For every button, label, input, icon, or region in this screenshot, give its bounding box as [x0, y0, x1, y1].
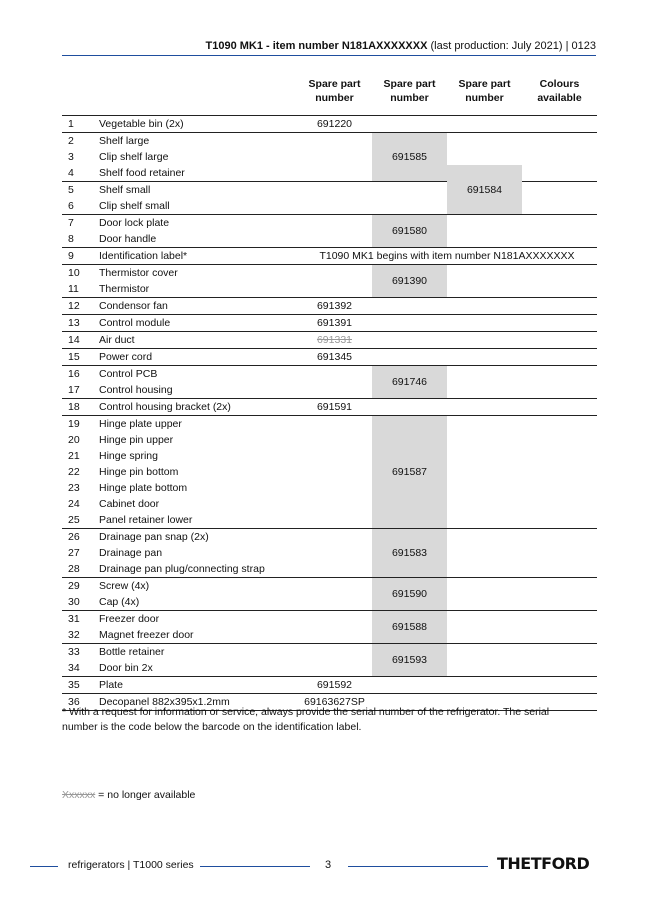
- column-header-description: [92, 75, 297, 116]
- table-row: [62, 480, 597, 496]
- item-number: 7: [62, 215, 92, 232]
- page-number: 3: [325, 859, 332, 871]
- part-code: 691587: [372, 416, 447, 529]
- item-number: 16: [62, 366, 92, 383]
- item-number: 2: [62, 133, 92, 150]
- item-description: Condensor fan: [92, 298, 297, 315]
- table-row: [62, 133, 597, 150]
- table-row: [62, 149, 597, 165]
- item-number: 13: [62, 315, 92, 332]
- part-code: 691585: [372, 133, 447, 182]
- table-row: [62, 448, 597, 464]
- item-number: 4: [68, 167, 74, 179]
- item-description: Panel retainer lower: [99, 514, 193, 526]
- column-header-spare-part-1: Spare part number: [308, 78, 361, 104]
- item-number: 32: [68, 629, 80, 641]
- table-row: [62, 215, 597, 232]
- header-subtitle: (last production: July 2021) | 0123: [427, 40, 596, 52]
- item-number: 15: [62, 349, 92, 366]
- table-row: [62, 578, 597, 595]
- table-row: [62, 298, 597, 315]
- column-header-spare-part-2: Spare part number: [383, 78, 436, 104]
- item-number: 33: [62, 644, 92, 661]
- item-number: 29: [62, 578, 92, 595]
- part-code: 691746: [372, 366, 447, 399]
- part-code: 691588: [372, 611, 447, 644]
- table-row: [62, 248, 597, 265]
- footer-rule-middle-right: [348, 866, 488, 867]
- item-description: Decopanel 882x395x1.2mm: [92, 694, 297, 711]
- item-number: 34: [68, 662, 80, 674]
- item-number: 12: [62, 298, 92, 315]
- table-row: [62, 594, 597, 611]
- item-description: Hinge spring: [99, 450, 158, 462]
- item-description: Shelf large: [92, 133, 297, 150]
- table-row: [62, 496, 597, 512]
- item-description: Power cord: [92, 349, 297, 366]
- page-header: [62, 40, 596, 52]
- table-row: [62, 644, 597, 661]
- item-description: Door lock plate: [92, 215, 297, 232]
- item-number: 24: [68, 498, 80, 510]
- item-description: Plate: [92, 677, 297, 694]
- part-code: 691583: [372, 529, 447, 578]
- item-description: Magnet freezer door: [99, 629, 194, 641]
- item-description: Door handle: [99, 233, 157, 245]
- item-description: Control housing bracket (2x): [92, 399, 297, 416]
- table-row: [62, 231, 597, 248]
- item-number: 27: [68, 547, 80, 559]
- table-row: [62, 315, 597, 332]
- item-number: 17: [68, 384, 80, 396]
- table-row: [62, 677, 597, 694]
- table-row: [62, 349, 597, 366]
- table-row: [62, 611, 597, 628]
- item-number: 28: [68, 563, 80, 575]
- part-code: 691591: [297, 399, 372, 416]
- table-row: [62, 265, 597, 282]
- table-row: [62, 432, 597, 448]
- table-row: [62, 366, 597, 383]
- item-description: Hinge plate upper: [92, 416, 297, 433]
- item-number: 5: [62, 182, 92, 199]
- item-number: 36: [62, 694, 92, 711]
- item-description: Drainage pan: [99, 547, 163, 559]
- column-header-colours: Colours available: [537, 78, 582, 104]
- item-description: Air duct: [92, 332, 297, 349]
- item-description: Drainage pan snap (2x): [92, 529, 297, 546]
- table-row: [62, 529, 597, 546]
- column-header-spare-part-3: Spare part number: [458, 78, 511, 104]
- item-description: Identification label*: [92, 248, 297, 265]
- item-number: 31: [62, 611, 92, 628]
- part-code: 691592: [297, 677, 372, 694]
- item-description: Shelf food retainer: [99, 167, 185, 179]
- part-code: 691391: [297, 315, 372, 332]
- legend-symbol: Xxxxxx: [62, 789, 96, 801]
- table-row: [62, 116, 597, 133]
- item-number: 26: [62, 529, 92, 546]
- spare-parts-table: [62, 75, 597, 711]
- part-code: 691220: [297, 116, 372, 133]
- item-description: Door bin 2x: [99, 662, 153, 674]
- item-description: Freezer door: [92, 611, 297, 628]
- header-rule: [62, 55, 596, 56]
- header-title: T1090 MK1 - item number N181AXXXXXXX: [205, 40, 428, 52]
- part-code: 691390: [372, 265, 447, 298]
- discontinued-legend: [62, 789, 195, 801]
- item-description: Cap (4x): [99, 596, 140, 608]
- item-number: 18: [62, 399, 92, 416]
- item-description: Control housing: [99, 384, 173, 396]
- table-row: [62, 399, 597, 416]
- footer-rule-left: [30, 866, 58, 867]
- column-header-number: [62, 75, 92, 116]
- legend-text: = no longer available: [95, 789, 196, 801]
- thetford-logo: THETFORD: [497, 854, 590, 873]
- part-code: 691593: [372, 644, 447, 677]
- serial-number-footnote: * With a request for information or service, always provide the serial number of the refrigerator. The serial number is the code below the barcode on the identification label.: [62, 706, 550, 733]
- item-number: 35: [62, 677, 92, 694]
- item-description: Clip shelf small: [99, 200, 170, 212]
- item-number: 30: [68, 596, 80, 608]
- table-row: [62, 512, 597, 529]
- part-code: 691590: [372, 578, 447, 611]
- item-number: 14: [62, 332, 92, 349]
- footer-rule-middle-left: [200, 866, 310, 867]
- table-row: [62, 627, 597, 644]
- item-description: Control module: [92, 315, 297, 332]
- part-code-discontinued: 691331: [316, 334, 353, 346]
- item-number: 11: [68, 283, 79, 295]
- part-code: 691392: [297, 298, 372, 315]
- item-number: 6: [68, 200, 74, 212]
- item-number: 10: [62, 265, 92, 282]
- item-description: Vegetable bin (2x): [92, 116, 297, 133]
- table-row: [62, 464, 597, 480]
- table-row: [62, 545, 597, 561]
- table-row: [62, 561, 597, 578]
- item-number: 20: [68, 434, 80, 446]
- item-description: Bottle retainer: [92, 644, 297, 661]
- table-row: [62, 382, 597, 399]
- table-row: [62, 165, 597, 182]
- part-code: 691584: [447, 165, 522, 215]
- table-row: [62, 660, 597, 677]
- table-header-row: [62, 75, 597, 116]
- item-description: Screw (4x): [92, 578, 297, 595]
- item-number: 21: [68, 450, 80, 462]
- item-number: 8: [68, 233, 74, 245]
- table-row: [62, 281, 597, 298]
- table-row: [62, 332, 597, 349]
- item-description: Clip shelf large: [99, 151, 169, 163]
- item-number: 9: [62, 248, 92, 265]
- item-number: 1: [62, 116, 92, 133]
- part-code: 691345: [297, 349, 372, 366]
- item-number: 19: [62, 416, 92, 433]
- footer-series-label: refrigerators | T1000 series: [68, 859, 194, 871]
- item-description: Hinge plate bottom: [99, 482, 188, 494]
- part-code: 69163627SP: [297, 694, 372, 711]
- item-number: 22: [68, 466, 80, 478]
- item-description: Drainage pan plug/connecting strap: [99, 563, 265, 575]
- item-description: Shelf small: [92, 182, 297, 199]
- item-description: Hinge pin upper: [99, 434, 174, 446]
- item-description: Cabinet door: [99, 498, 160, 510]
- item-description: Thermistor cover: [92, 265, 297, 282]
- item-description: Thermistor: [99, 283, 150, 295]
- identification-note: T1090 MK1 begins with item number N181AXXXXXXX: [297, 248, 597, 265]
- item-description: Control PCB: [92, 366, 297, 383]
- item-number: 25: [68, 514, 80, 526]
- item-description: Hinge pin bottom: [99, 466, 179, 478]
- item-number: 23: [68, 482, 80, 494]
- part-code: 691580: [372, 215, 447, 248]
- item-number: 3: [68, 151, 74, 163]
- table-row: [62, 416, 597, 433]
